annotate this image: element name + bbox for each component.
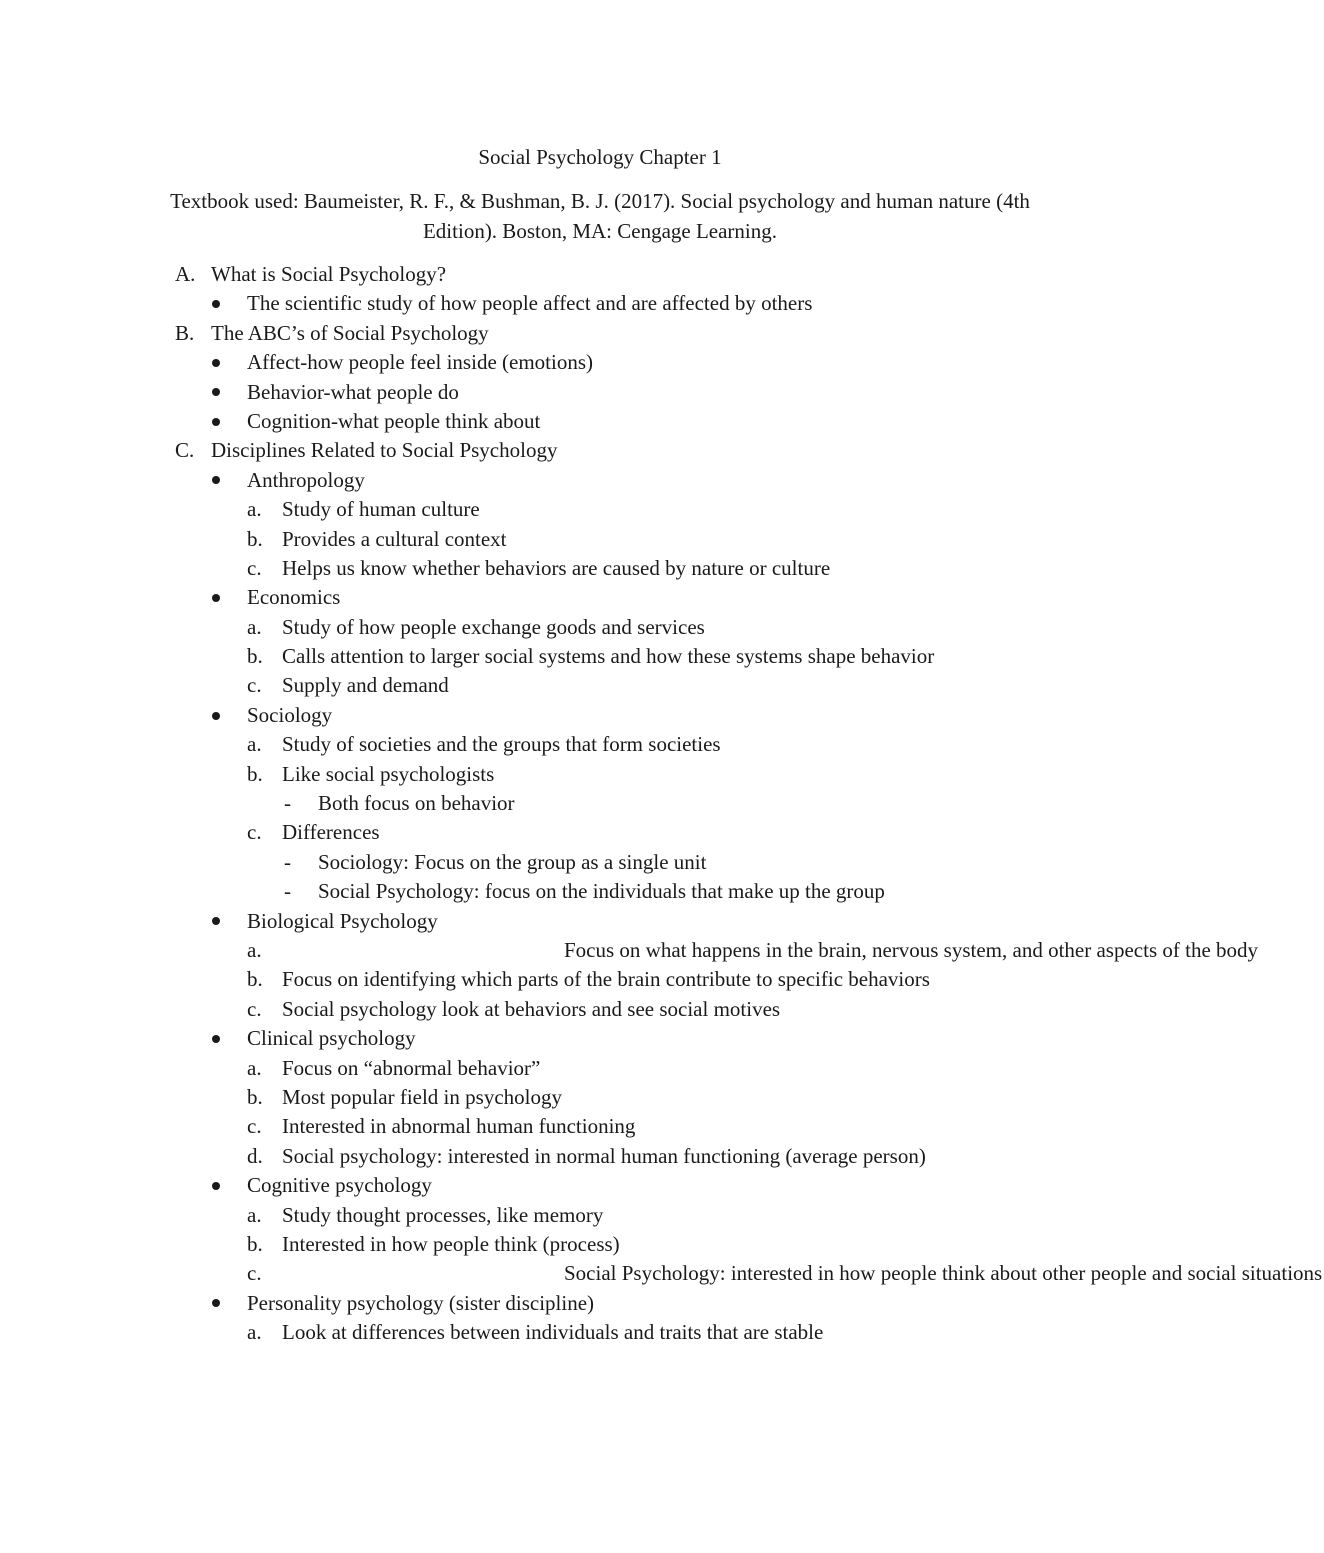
- section-heading: Disciplines Related to Social Psychology: [211, 438, 558, 463]
- list-item: [0, 1230, 1200, 1259]
- section-heading: What is Social Psychology?: [211, 262, 447, 286]
- sub-item-text: Sociology: Focus on the group as a single unit: [318, 849, 707, 874]
- discipline-biological-psychology: [0, 907, 1200, 936]
- sub-item-text: Both focus on behavior: [318, 791, 515, 816]
- item-text: Focus on what happens in the brain, nervous system, and other aspects of the body: [564, 937, 1259, 962]
- item-marker: c.: [247, 673, 262, 698]
- list-item: [0, 1201, 1200, 1230]
- section-c-heading: [0, 436, 1200, 465]
- item-marker: a.: [247, 732, 262, 757]
- sub-list-item: [0, 848, 1200, 877]
- list-item: [0, 995, 1200, 1024]
- item-marker: b.: [247, 967, 263, 992]
- bullet-icon: [212, 907, 220, 936]
- bullet-text: The scientific study of how people affect and are affected by others: [247, 291, 813, 316]
- item-marker: c.: [247, 820, 262, 845]
- list-item: [0, 525, 1200, 554]
- item-text: Focus on identifying which parts of the brain contribute to specific behaviors: [282, 967, 930, 992]
- section-b-heading: [0, 319, 1200, 348]
- list-item: [0, 289, 1200, 318]
- list-item: [0, 965, 1200, 994]
- item-text: Study of human culture: [282, 497, 480, 522]
- discipline-cognitive-psychology: [0, 1171, 1200, 1200]
- item-text: Social psychology: interested in normal human functioning (average person): [282, 1143, 926, 1168]
- discipline-label: Cognitive psychology: [247, 1173, 432, 1198]
- sub-item-text: Social Psychology: focus on the individuals that make up the group: [318, 879, 885, 904]
- section-heading: The ABC’s of Social Psychology: [211, 320, 489, 345]
- item-text: Most popular field in psychology: [282, 1084, 562, 1109]
- item-text: Study of how people exchange goods and services: [282, 614, 705, 639]
- list-item: [0, 495, 1200, 524]
- document-title: Social Psychology Chapter 1: [478, 145, 722, 169]
- discipline-label: Anthropology: [247, 467, 365, 492]
- item-marker: d.: [247, 1143, 263, 1168]
- list-item: [0, 1259, 1323, 1288]
- sub-list-item: [0, 877, 1200, 906]
- item-text: Provides a cultural context: [282, 526, 507, 551]
- list-item: [0, 760, 1200, 789]
- discipline-sociology: [0, 701, 1200, 730]
- discipline-label: Personality psychology (sister discipline): [247, 1290, 595, 1315]
- discipline-anthropology: [0, 466, 1200, 495]
- bullet-text: Affect-how people feel inside (emotions): [247, 350, 593, 375]
- item-text: Social Psychology: interested in how people think about other people and social situations: [564, 1261, 1323, 1286]
- sub-list-item: [0, 789, 1200, 818]
- list-item: [0, 936, 1259, 965]
- discipline-economics: [0, 583, 1200, 612]
- list-item: [0, 642, 1200, 671]
- item-marker: b.: [247, 526, 263, 551]
- item-marker: a.: [247, 937, 262, 962]
- bullet-icon: [212, 1289, 220, 1318]
- item-text: Look at differences between individuals and traits that are stable: [282, 1320, 824, 1345]
- item-marker: b.: [247, 1231, 263, 1256]
- discipline-label: Sociology: [247, 702, 333, 727]
- outline: [0, 260, 1323, 1347]
- list-item: [0, 1142, 1200, 1171]
- item-marker: a.: [247, 1055, 262, 1080]
- section-a-heading: [0, 260, 1200, 289]
- bullet-icon: [212, 378, 220, 407]
- bullet-icon: [212, 407, 220, 436]
- item-text: Differences: [282, 820, 380, 845]
- list-item: [0, 1318, 1200, 1347]
- item-text: Calls attention to larger social systems and how these systems shape behavior: [282, 644, 935, 669]
- list-item: [0, 671, 1200, 700]
- discipline-personality-psychology: [0, 1289, 1200, 1318]
- item-text: Interested in how people think (process): [282, 1231, 620, 1256]
- item-text: Helps us know whether behaviors are caused by nature or culture: [282, 555, 831, 580]
- item-marker: a.: [247, 614, 262, 639]
- list-item: [0, 407, 1200, 436]
- item-marker: b.: [247, 761, 263, 786]
- list-item: [0, 348, 1200, 377]
- list-item: [0, 613, 1200, 642]
- section-marker: A.: [175, 262, 196, 286]
- bullet-icon: [212, 348, 220, 377]
- item-marker: b.: [247, 1084, 263, 1109]
- bullet-text: Cognition-what people think about: [247, 408, 541, 433]
- bullet-icon: [212, 701, 220, 730]
- item-text: Study thought processes, like memory: [282, 1202, 604, 1227]
- list-item: [0, 378, 1200, 407]
- item-text: Social psychology look at behaviors and see social motives: [282, 996, 781, 1021]
- item-marker: a.: [247, 1202, 262, 1227]
- item-marker: b.: [247, 644, 263, 669]
- item-text: Supply and demand: [282, 673, 449, 698]
- bullet-text: Behavior-what people do: [247, 379, 459, 404]
- list-item: [0, 554, 1200, 583]
- dash-marker: -: [284, 791, 291, 816]
- item-text: Interested in abnormal human functioning: [282, 1114, 636, 1139]
- item-marker: c.: [247, 996, 262, 1021]
- item-marker: c.: [247, 1114, 262, 1139]
- section-marker: C.: [175, 438, 195, 463]
- item-marker: c.: [247, 555, 262, 580]
- bullet-icon: [212, 583, 220, 612]
- discipline-label: Biological Psychology: [247, 908, 438, 933]
- item-text: Focus on “abnormal behavior”: [282, 1055, 541, 1080]
- item-marker: a.: [247, 1320, 262, 1345]
- bullet-icon: [212, 466, 220, 495]
- bullet-icon: [212, 1024, 220, 1053]
- dash-marker: -: [284, 879, 291, 904]
- bullet-icon: [212, 289, 220, 318]
- list-item: [0, 1112, 1200, 1141]
- discipline-clinical-psychology: [0, 1024, 1200, 1053]
- discipline-label: Clinical psychology: [247, 1026, 416, 1051]
- bullet-icon: [212, 1171, 220, 1200]
- item-marker: c.: [247, 1261, 262, 1286]
- list-item: [0, 818, 1200, 847]
- item-text: Like social psychologists: [282, 761, 495, 786]
- list-item: [0, 1083, 1200, 1112]
- item-marker: a.: [247, 497, 262, 522]
- item-text: Study of societies and the groups that form societies: [282, 732, 721, 757]
- discipline-label: Economics: [247, 585, 341, 610]
- list-item: [0, 730, 1200, 759]
- list-item: [0, 1054, 1200, 1083]
- textbook-citation: Textbook used: Baumeister, R. F., & Bushman, B. J. (2017). Social psychology and human nature (4th Edition). Boston, MA: Cengage Learning.: [170, 189, 1030, 243]
- section-marker: B.: [175, 320, 195, 345]
- dash-marker: -: [284, 849, 291, 874]
